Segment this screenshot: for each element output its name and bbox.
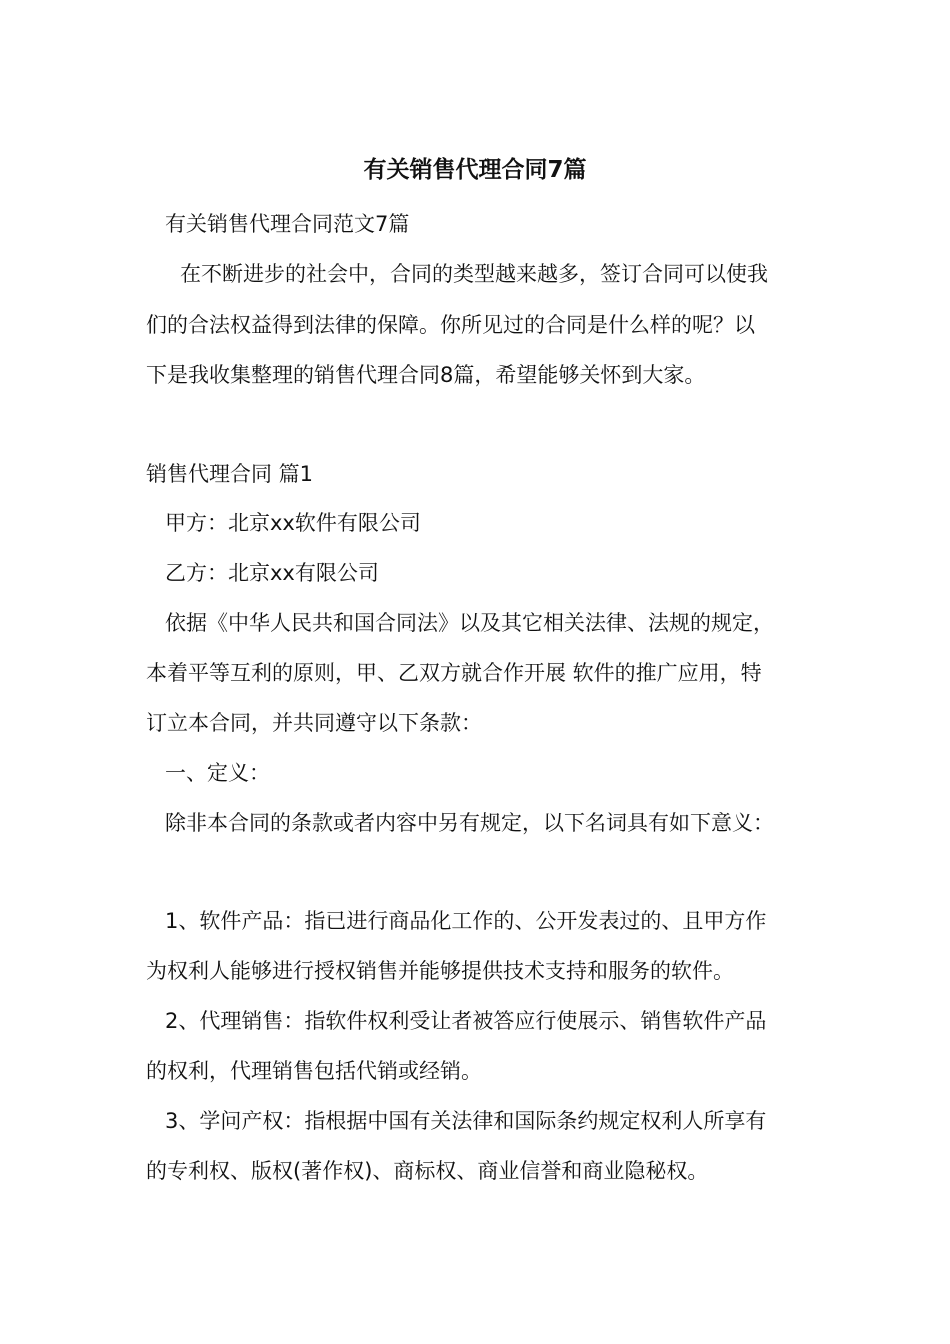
- definition-line: 为权利人能够进行授权销售并能够提供技术支持和服务的软件。: [146, 959, 734, 983]
- intro-line: 们的合法权益得到法律的保障。你所见过的合同是什么样的呢？以: [146, 313, 755, 337]
- intro-line: 下是我收集整理的销售代理合同8篇，希望能够关怀到大家。: [146, 363, 706, 387]
- definition-line: 3、学问产权：指根据中国有关法律和国际条约规定权利人所享有: [165, 1109, 767, 1133]
- party-a-line: 甲方：北京xx软件有限公司: [165, 511, 421, 535]
- definition-line: 1、软件产品：指已进行商品化工作的、公开发表过的、且甲方作: [165, 909, 767, 933]
- section-heading: 销售代理合同 篇1: [146, 462, 314, 486]
- clause-heading: 一、定义：: [165, 761, 270, 785]
- definition-line: 2、代理销售：指软件权利受让者被答应行使展示、销售软件产品: [165, 1009, 767, 1033]
- document-title: 有关销售代理合同7篇: [363, 157, 587, 183]
- definition-line: 的权利，代理销售包括代销或经销。: [146, 1059, 482, 1083]
- clause-intro: 除非本合同的条款或者内容中另有规定，以下名词具有如下意义：: [165, 811, 774, 835]
- preamble-line: 依据《中华人民共和国合同法》以及其它相关法律、法规的规定，: [165, 611, 774, 635]
- document-subtitle: 有关销售代理合同范文7篇: [165, 212, 410, 236]
- preamble-line: 本着平等互利的原则，甲、乙双方就合作开展 软件的推广应用，特: [146, 661, 762, 685]
- party-b-line: 乙方：北京xx有限公司: [165, 561, 379, 585]
- definition-line: 的专利权、版权(著作权)、商标权、商业信誉和商业隐秘权。: [146, 1159, 709, 1183]
- intro-line: 在不断进步的社会中，合同的类型越来越多，签订合同可以使我: [180, 262, 768, 286]
- preamble-line: 订立本合同，并共同遵守以下条款：: [146, 711, 482, 735]
